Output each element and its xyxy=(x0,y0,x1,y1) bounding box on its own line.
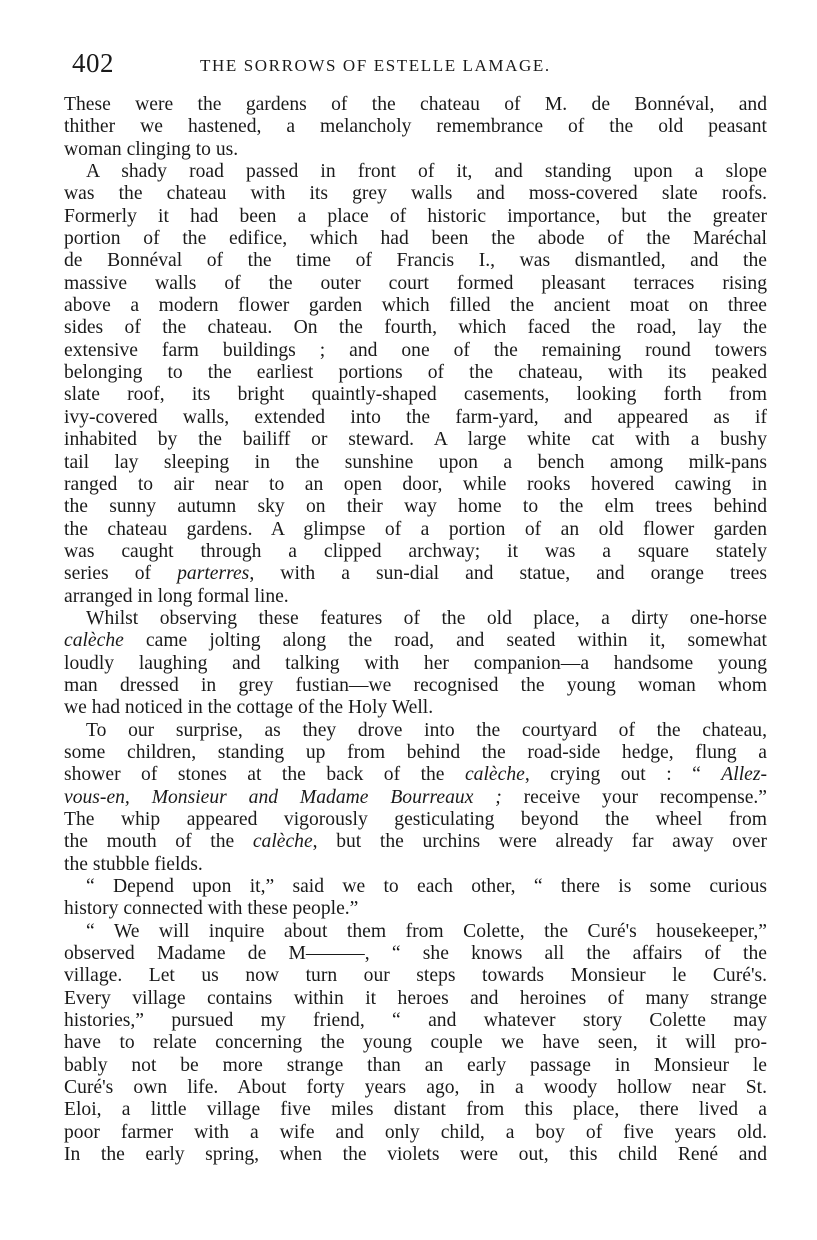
text-line: above a modern flower garden which filled the ancient moat on three xyxy=(64,295,767,317)
text-line: The whip appeared vigorously gesticulating beyond the wheel from xyxy=(64,809,767,830)
text-line: the stubble fields. xyxy=(64,853,203,875)
text-line: the mouth of the calèche, but the urchins were already far away over xyxy=(64,831,767,853)
text-line: inhabited by the bailiff or steward. A large white cat with a bushy xyxy=(64,429,767,451)
text-line: we had noticed in the cottage of the Holy Well. xyxy=(64,697,434,719)
running-title: THE SORROWS OF ESTELLE LAMAGE. xyxy=(200,56,551,75)
text-line: some children, standing up from behind the road-side hedge, flung a xyxy=(64,741,767,763)
text-line: tail lay sleeping in the sunshine upon a bench among milk-pans xyxy=(64,451,767,473)
text-line: woman clinging to us. xyxy=(64,138,239,160)
text-line: was caught through a clipped archway; it was a square stately xyxy=(64,540,767,562)
text-line: These were the gardens of the chateau of M. de Bonnéval, and xyxy=(64,94,767,115)
text-line: observed Madame de M———, “ she knows all the affairs of the xyxy=(64,943,767,965)
text-line: portion of the edifice, which had been the abode of the Maréchal xyxy=(64,228,767,250)
text-line: Eloi, a little village five miles distant from this place, there lived a xyxy=(64,1099,767,1121)
text-line: To our surprise, as they drove into the courtyard of the chateau, xyxy=(86,719,767,741)
text-line: slate roof, its bright quaintly-shaped casements, looking forth from xyxy=(64,384,767,406)
text-line: bably not be more strange than an early passage in Monsieur le xyxy=(64,1054,767,1076)
text-line: vous-en, Monsieur and Madame Bourreaux ; receive your recompense.” xyxy=(64,786,767,808)
text-line: shower of stones at the back of the calèche, crying out : “ Allez- xyxy=(64,764,767,786)
text-line: thither we hastened, a melancholy remembrance of the old peasant xyxy=(64,116,767,138)
text-line: ivy-covered walls, extended into the farm-yard, and appeared as if xyxy=(64,406,767,428)
text-line: de Bonnéval of the time of Francis I., was dismantled, and the xyxy=(64,250,767,272)
text-line: village. Let us now turn our steps towards Monsieur le Curé's. xyxy=(64,965,767,987)
text-line: belonging to the earliest portions of the chateau, with its peaked xyxy=(64,362,767,384)
text-line: histories,” pursued my friend, “ and whatever story Colette may xyxy=(64,1010,767,1032)
text-line: “ Depend upon it,” said we to each other, “ there is some curious xyxy=(86,876,767,898)
text-line: arranged in long formal line. xyxy=(64,585,289,607)
text-line: Every village contains within it heroes and heroines of many strange xyxy=(64,987,767,1009)
text-line: loudly laughing and talking with her companion—a handsome young xyxy=(64,652,767,674)
text-line: man dressed in grey fustian—we recognised the young woman whom xyxy=(64,674,767,696)
text-line: have to relate concerning the young couple we have seen, it will pro- xyxy=(64,1032,767,1054)
text-line: A shady road passed in front of it, and standing upon a slope xyxy=(86,161,767,183)
text-line: Formerly it had been a place of historic importance, but the greater xyxy=(64,205,767,227)
text-line: “ We will inquire about them from Colette, the Curé's housekeeper,” xyxy=(86,920,767,942)
text-line: poor farmer with a wife and only child, a boy of five years old. xyxy=(64,1121,767,1143)
text-line: the sunny autumn sky on their way home to the elm trees behind xyxy=(64,496,767,518)
text-line: Curé's own life. About forty years ago, in a woody hollow near St. xyxy=(64,1077,767,1099)
text-line: sides of the chateau. On the fourth, which faced the road, lay the xyxy=(64,317,767,339)
text-line: series of parterres, with a sun-dial and statue, and orange trees xyxy=(64,563,767,585)
text-line: Whilst observing these features of the old place, a dirty one-horse xyxy=(86,607,767,629)
text-line: ranged to air near to an open door, while rooks hovered cawing in xyxy=(64,473,767,495)
text-line: the chateau gardens. A glimpse of a portion of an old flower garden xyxy=(64,518,767,540)
running-head xyxy=(72,46,772,86)
text-line: extensive farm buildings ; and one of the remaining round towers xyxy=(64,339,767,361)
text-line: was the chateau with its grey walls and moss-covered slate roofs. xyxy=(64,183,767,205)
text-line: In the early spring, when the violets were out, this child René and xyxy=(64,1144,767,1166)
text-line: history connected with these people.” xyxy=(64,898,359,920)
page-number: 402 xyxy=(72,48,114,78)
body-text xyxy=(64,94,767,1167)
text-line: massive walls of the outer court formed pleasant terraces rising xyxy=(64,272,767,294)
text-line: calèche came jolting along the road, and seated within it, somewhat xyxy=(64,630,767,652)
